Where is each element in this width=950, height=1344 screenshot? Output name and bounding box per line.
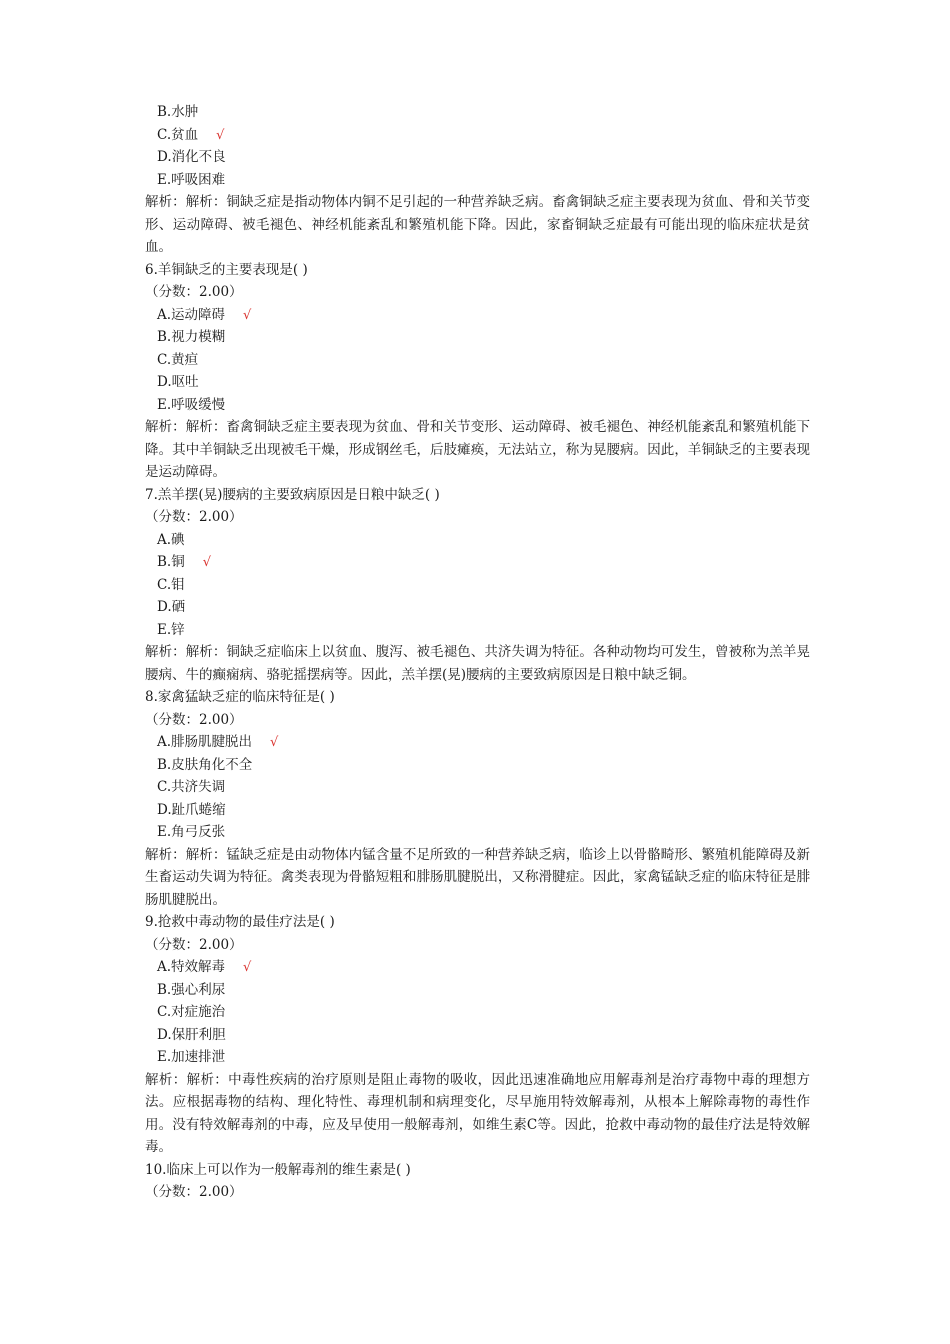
analysis-text: 解析：解析：中毒性疾病的治疗原则是阻止毒物的吸收，因此迅速准确地应用解毒剂是治疗毒物中毒的理想方法。应根据毒物的结构、理化特性、毒理机制和病理变化，尽早施用特效解毒剂，从根本上解除毒物的毒性作用。没有特效解毒剂的中毒，应及早使用一般解毒剂，如维生素C等。因此，抢救中毒动物的最佳疗法是特效解毒。 bbox=[145, 1071, 810, 1155]
option-e[interactable]: E.锌 bbox=[157, 621, 185, 638]
question-9 bbox=[145, 911, 810, 1159]
correct-check-icon: √ bbox=[202, 555, 212, 570]
option-a[interactable]: A.运动障碍 √ bbox=[157, 306, 252, 323]
option-d[interactable]: D.趾爪蜷缩 bbox=[157, 801, 226, 818]
question-score: （分数：2.00） bbox=[145, 711, 243, 728]
analysis-text: 解析：解析：锰缺乏症是由动物体内锰含量不足所致的一种营养缺乏病，临诊上以骨骼畸形、繁殖机能障碍及新生畜运动失调为特征。禽类表现为骨骼短粗和腓肠肌腱脱出，又称滑腱症。因此，家禽锰缺乏症的临床特征是腓肠肌腱脱出。 bbox=[145, 846, 810, 908]
option-d[interactable]: D.硒 bbox=[157, 599, 186, 615]
option-e[interactable]: E.加速排泄 bbox=[157, 1049, 226, 1065]
analysis-text: 解析：解析：畜禽铜缺乏症主要表现为贫血、骨和关节变形、运动障碍、被毛褪色、神经机能紊乱和繁殖机能下降。其中羊铜缺乏出现被毛干燥，形成钢丝毛，后肢瘫痪，无法站立，称为晃腰病。因此，羊铜缺乏的主要表现是运动障碍。 bbox=[145, 419, 810, 480]
option-e[interactable]: E.呼吸缓慢 bbox=[157, 396, 226, 413]
option-a[interactable]: A.碘 bbox=[157, 531, 185, 548]
question-stem: 7.羔羊摆(晃)腰病的主要致病原因是日粮中缺乏( ) bbox=[145, 486, 440, 503]
option-d[interactable]: D.呕吐 bbox=[157, 374, 199, 390]
question-6 bbox=[145, 259, 810, 484]
question-stem: 10.临床上可以作为一般解毒剂的维生素是( ) bbox=[145, 1161, 411, 1178]
correct-check-icon: √ bbox=[243, 307, 252, 323]
exam-content bbox=[145, 101, 810, 1204]
previous-question-tail bbox=[145, 101, 810, 259]
question-10 bbox=[145, 1159, 810, 1204]
option-b[interactable]: B.强心利尿 bbox=[157, 981, 226, 998]
question-score: （分数：2.00） bbox=[145, 509, 243, 525]
option-c[interactable]: C.共济失调 bbox=[157, 779, 226, 795]
option-d[interactable]: D.消化不良 bbox=[157, 149, 226, 165]
question-score: （分数：2.00） bbox=[145, 1184, 243, 1200]
correct-check-icon: √ bbox=[243, 960, 252, 975]
option-c[interactable]: C.黄疸 bbox=[157, 351, 199, 368]
option-c[interactable]: C.钼 bbox=[157, 576, 185, 593]
option-b[interactable]: B.皮肤角化不全 bbox=[157, 756, 253, 773]
analysis-text: 解析：解析：铜缺乏症临床上以贫血、腹泻、被毛褪色、共济失调为特征。各种动物均可发生，曾被称为羔羊晃腰病、牛的癫痫病、骆驼摇摆病等。因此，羔羊摆(晃)腰病的主要致病原因是日粮中缺乏铜。 bbox=[145, 644, 810, 683]
question-stem: 9.抢救中毒动物的最佳疗法是( ) bbox=[145, 914, 335, 930]
question-8 bbox=[145, 686, 810, 911]
option-e[interactable]: E.角弓反张 bbox=[157, 824, 226, 840]
correct-check-icon: √ bbox=[216, 127, 225, 143]
option-b[interactable]: B.视力模糊 bbox=[157, 329, 226, 345]
option-c[interactable]: C.对症施治 bbox=[157, 1004, 226, 1020]
option-a[interactable]: A.特效解毒 √ bbox=[157, 959, 252, 975]
option-b[interactable]: B.水肿 bbox=[157, 104, 199, 120]
correct-check-icon: √ bbox=[270, 735, 279, 750]
option-c[interactable]: C.贫血 √ bbox=[157, 126, 225, 143]
question-stem: 8.家禽猛缺乏症的临床特征是( ) bbox=[145, 689, 335, 705]
analysis-text: 解析：解析：铜缺乏症是指动物体内铜不足引起的一种营养缺乏病。畜禽铜缺乏症主要表现为贫血、骨和关节变形、运动障碍、被毛褪色、神经机能紊乱和繁殖机能下降。因此，家畜铜缺乏症最有可能出现的临床症状是贫血。 bbox=[145, 194, 810, 255]
option-a[interactable]: A.腓肠肌腱脱出 √ bbox=[157, 734, 279, 750]
question-7 bbox=[145, 484, 810, 687]
question-score: （分数：2.00） bbox=[145, 936, 243, 953]
question-score: （分数：2.00） bbox=[145, 284, 243, 300]
option-d[interactable]: D.保肝利胆 bbox=[157, 1026, 226, 1043]
question-stem: 6.羊铜缺乏的主要表现是( ) bbox=[145, 261, 308, 278]
option-b[interactable]: B.铜 √ bbox=[157, 554, 212, 570]
option-e[interactable]: E.呼吸困难 bbox=[157, 171, 226, 188]
